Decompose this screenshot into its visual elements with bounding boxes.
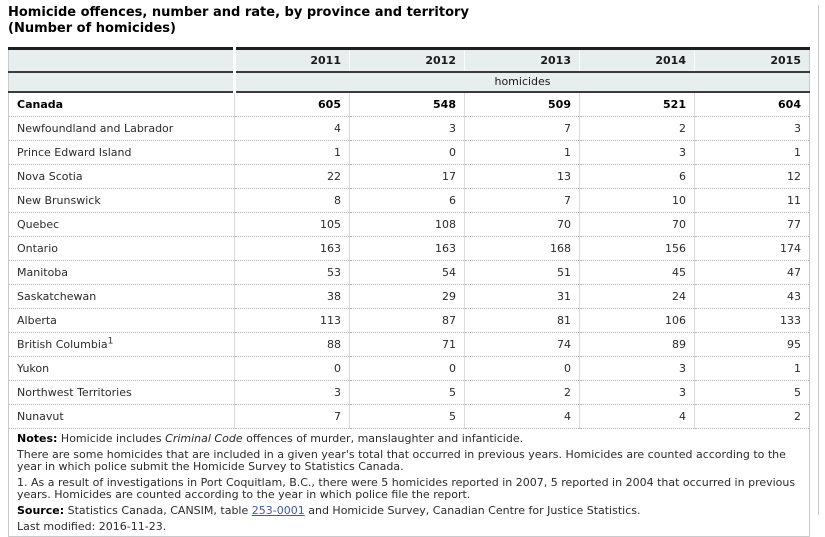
value-cell: 548 [350,92,465,117]
province-label: Manitoba [9,261,235,285]
value-cell: 509 [465,92,580,117]
value-cell: 163 [235,237,350,261]
value-cell: 604 [695,92,810,117]
page-title-line1: Homicide offences, number and rate, by province and territory [8,5,469,20]
value-cell: 156 [580,237,695,261]
value-cell: 0 [235,357,350,381]
value-cell: 13 [465,165,580,189]
note-counting-method: There are some homicides that are included in a given year's total that occurred in previous years. Homicides are counted according to the year in which police submit the Homicide Survey to Statistics Canada. [17,448,786,473]
value-cell: 24 [580,285,695,309]
source-line [17,505,801,517]
value-cell: 3 [235,381,350,405]
page-title [8,5,825,37]
province-label: Ontario [9,237,235,261]
province-label: Saskatchewan [9,285,235,309]
province-label: Quebec [9,213,235,237]
value-cell: 77 [695,213,810,237]
table-row [9,261,810,285]
value-cell: 5 [350,381,465,405]
value-cell: 106 [580,309,695,333]
value-cell: 5 [350,405,465,429]
value-cell: 6 [580,165,695,189]
value-cell: 168 [465,237,580,261]
value-cell: 12 [695,165,810,189]
window-edge-divider [818,5,819,515]
table-row [9,405,810,429]
value-cell: 47 [695,261,810,285]
year-header-row [9,49,810,73]
province-label: Nova Scotia [9,165,235,189]
table-body [9,92,810,429]
value-cell: 7 [465,117,580,141]
value-cell: 2 [580,117,695,141]
table-row [9,141,810,165]
value-cell: 174 [695,237,810,261]
value-cell: 1 [235,141,350,165]
value-cell: 17 [350,165,465,189]
value-cell: 1 [465,141,580,165]
value-cell: 7 [465,189,580,213]
province-label: New Brunswick [9,189,235,213]
table-row [9,189,810,213]
value-cell: 3 [580,381,695,405]
value-cell: 43 [695,285,810,309]
province-label: Yukon [9,357,235,381]
value-cell: 1 [695,357,810,381]
table-row [9,92,810,117]
table-row [9,357,810,381]
notes-cell [9,429,810,537]
year-header-2011: 2011 [235,49,350,73]
value-cell: 4 [465,405,580,429]
table-row [9,117,810,141]
value-cell: 11 [695,189,810,213]
value-cell: 87 [350,309,465,333]
province-label: Alberta [9,309,235,333]
value-cell: 163 [350,237,465,261]
year-header-2014: 2014 [580,49,695,73]
value-cell: 4 [580,405,695,429]
value-cell: 71 [350,333,465,357]
homicides-table [8,47,810,537]
note-general [17,433,801,445]
value-cell: 1 [695,141,810,165]
province-label: Prince Edward Island [9,141,235,165]
value-cell: 7 [235,405,350,429]
province-label: Nunavut [9,405,235,429]
table-row [9,237,810,261]
value-cell: 10 [580,189,695,213]
value-cell: 113 [235,309,350,333]
value-cell: 3 [580,141,695,165]
value-cell: 70 [580,213,695,237]
value-cell: 70 [465,213,580,237]
table-row [9,285,810,309]
footnote-1: 1. As a result of investigations in Port Coquitlam, B.C., there were 5 homicides reported in 2007, 5 reported in 2004 that occurred in previous years. Homicides are counted according to the year in which police file the report. [17,476,796,501]
source-text: Statistics Canada, CANSIM, table [64,504,252,517]
note1-text: Homicide includes [57,432,166,445]
value-cell: 3 [350,117,465,141]
value-cell: 3 [695,117,810,141]
province-label: Canada [9,92,235,117]
subheader-corner-cell [9,72,235,92]
value-cell: 38 [235,285,350,309]
value-cell: 53 [235,261,350,285]
value-cell: 8 [235,189,350,213]
value-cell: 605 [235,92,350,117]
note1-italic-text: Criminal Code [165,432,243,445]
value-cell: 88 [235,333,350,357]
table-row [9,309,810,333]
value-cell: 521 [580,92,695,117]
value-cell: 4 [235,117,350,141]
table-row [9,165,810,189]
year-header-2013: 2013 [465,49,580,73]
value-cell: 0 [350,141,465,165]
value-cell: 5 [695,381,810,405]
notes-label: Notes: [17,432,58,445]
year-header-2012: 2012 [350,49,465,73]
value-cell: 95 [695,333,810,357]
value-cell: 3 [580,357,695,381]
corner-header-cell [9,49,235,73]
province-label: British Columbia$^1$ [9,333,235,357]
table-row [9,381,810,405]
notes-row [9,429,810,537]
cansim-table-link[interactable]: 253-0001 [251,504,305,517]
footnote-marker: 1 [107,336,114,347]
note1-text-end: offences of murder, manslaughter and infanticide. [242,432,524,445]
value-cell: 54 [350,261,465,285]
year-header-2015: 2015 [695,49,810,73]
last-modified: Last modified: 2016-11-23. [17,520,167,533]
value-cell: 105 [235,213,350,237]
value-cell: 22 [235,165,350,189]
province-label: Northwest Territories [9,381,235,405]
value-cell: 81 [465,309,580,333]
source-label: Source: [17,504,65,517]
page-title-line2: (Number of homicides) [8,21,176,36]
value-cell: 29 [350,285,465,309]
page [0,5,825,533]
value-cell: 89 [580,333,695,357]
value-cell: 2 [695,405,810,429]
value-cell: 108 [350,213,465,237]
province-label: Newfoundland and Labrador [9,117,235,141]
value-cell: 0 [350,357,465,381]
value-cell: 133 [695,309,810,333]
source-text-end: and Homicide Survey, Canadian Centre for Justice Statistics. [304,504,641,517]
table-row [9,333,810,357]
value-cell: 0 [465,357,580,381]
value-cell: 45 [580,261,695,285]
table-row [9,213,810,237]
value-cell: 51 [465,261,580,285]
units-subheader: homicides [235,72,810,92]
value-cell: 2 [465,381,580,405]
value-cell: 6 [350,189,465,213]
value-cell: 74 [465,333,580,357]
value-cell: 31 [465,285,580,309]
subheader-row [9,72,810,92]
